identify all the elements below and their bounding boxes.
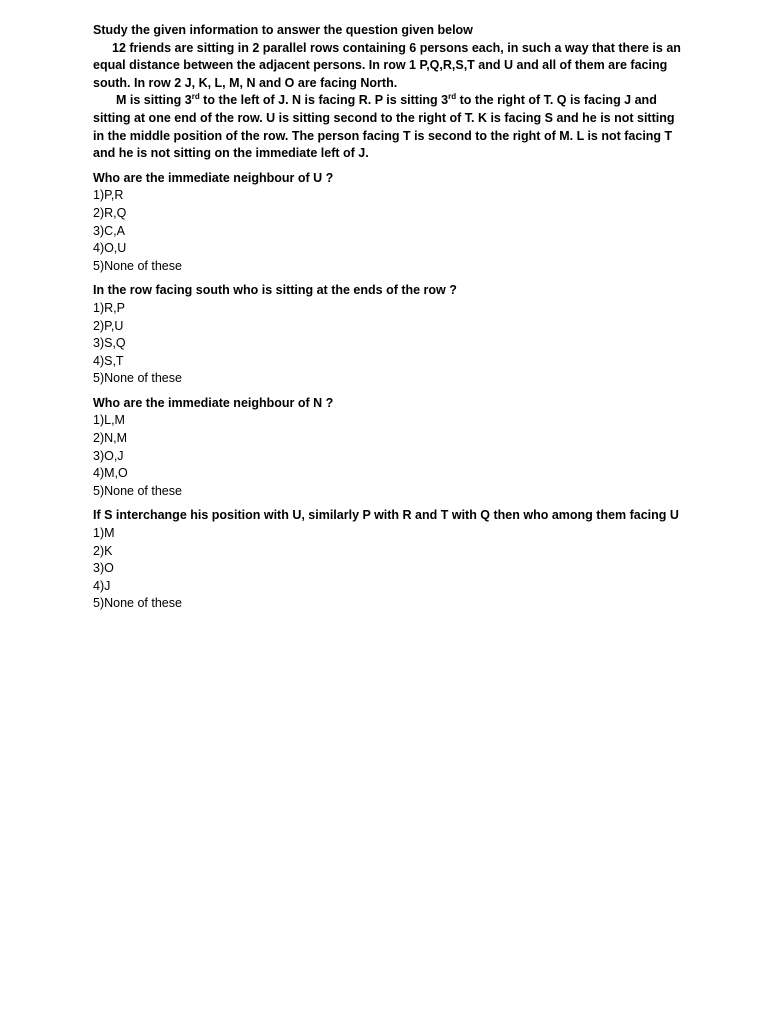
option-3: 3)C,A [93,223,125,238]
document-page [93,22,683,613]
question-2 [93,282,683,388]
option-4: 4)S,T [93,353,124,368]
option-5: 5)None of these [93,258,182,273]
option-4: 4)O,U [93,241,127,256]
option-5: 5)None of these [93,596,182,611]
question-text: In the row facing south who is sitting at the ends of the row ? [93,283,457,298]
option-2: 2)P,U [93,318,124,333]
option-1: 1)L,M [93,413,125,428]
option-2: 2)K [93,543,113,558]
option-2: 2)N,M [93,431,128,446]
passage-paragraph-2 [93,92,683,162]
passage [93,22,683,163]
option-2: 2)R,Q [93,205,127,220]
passage-paragraph-1: 12 friends are sitting in 2 parallel rows containing 6 persons each, in such a way that there is an equal distance between the adjacent persons. In row 1 P,Q,R,S,T and U and all of them are facing south. In row 2 J, K, L, M, N and O are facing North. [93,40,681,90]
question-text: Who are the immediate neighbour of N ? [93,395,334,410]
para2-superscript-1: rd [191,92,200,102]
question-text: If S interchange his position with U, similarly P with R and T with Q then who among them facing U [93,508,679,523]
option-3: 3)O,J [93,448,124,463]
option-4: 4)M,O [93,466,128,481]
option-1: 1)P,R [93,188,124,203]
option-1: 1)R,P [93,300,125,315]
question-4 [93,507,683,613]
question-3 [93,395,683,501]
option-4: 4)J [93,578,111,593]
para2-text-3: to the right of T. Q is facing J and sitting at one end of the row. U is sitting second to the right of T. K is facing S and he is not sitting in the middle position of the row. The person facing T is second to the right of M. L is not facing T and he is not sitting on the immediate left of J. [93,93,675,161]
para2-superscript-2: rd [448,92,457,102]
question-1 [93,170,683,276]
option-5: 5)None of these [93,483,182,498]
option-5: 5)None of these [93,371,182,386]
passage-heading: Study the given information to answer the question given below [93,23,473,37]
para2-text-2: to the left of J. N is facing R. P is sitting 3 [199,93,449,108]
option-3: 3)S,Q [93,336,126,351]
question-text: Who are the immediate neighbour of U ? [93,170,334,185]
option-1: 1)M [93,526,115,541]
para2-text-1: M is sitting 3 [116,93,192,108]
option-3: 3)O [93,561,114,576]
